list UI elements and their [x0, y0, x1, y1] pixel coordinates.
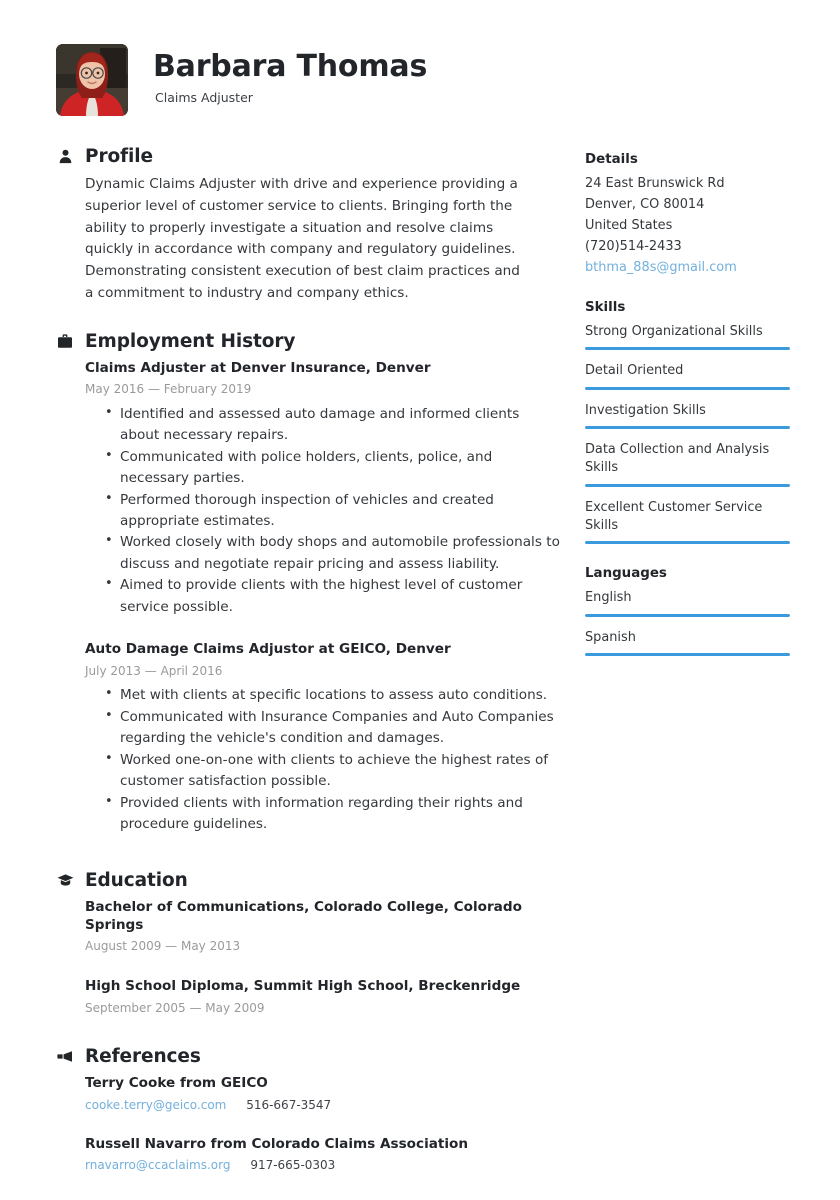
- detail-address-line2: Denver, CO 80014: [585, 197, 705, 213]
- skill-bar-track: [585, 484, 790, 487]
- job-title: Claims Adjuster: [155, 89, 253, 105]
- section-education: [56, 870, 561, 1017]
- skill-item: [585, 439, 790, 487]
- references-heading: [56, 1046, 561, 1067]
- education-title: Education: [85, 869, 188, 891]
- reference-name: Russell Navarro from Colorado Claims Association: [85, 1135, 469, 1152]
- entry-bullets: [85, 404, 561, 619]
- details-title: Details: [585, 152, 638, 167]
- body-columns: [0, 116, 840, 1200]
- reference-entry: [56, 1074, 561, 1113]
- skill-bar-track: [585, 347, 790, 350]
- skill-bar-fill: [585, 541, 790, 544]
- list-item: • Performed thorough inspection of vehicles and created appropriate estimates.: [103, 490, 561, 533]
- name-block: [153, 51, 427, 109]
- entry-bullets: [85, 685, 561, 835]
- entry-title: Bachelor of Communications, Colorado College, Colorado Springs: [85, 898, 522, 934]
- education-heading: [56, 870, 561, 891]
- language-label: Spanish: [585, 629, 636, 645]
- language-bar-fill: [585, 653, 790, 656]
- language-item: [585, 627, 790, 656]
- section-employment: [56, 331, 561, 836]
- briefcase-icon: [56, 332, 74, 350]
- sidebar-section-languages: [585, 566, 790, 656]
- skill-item: [585, 400, 790, 429]
- list-item: • Communicated with police holders, clients, police, and necessary parties.: [103, 447, 561, 490]
- skill-bar-track: [585, 426, 790, 429]
- resume-header: [0, 0, 840, 116]
- education-entry: [56, 898, 561, 955]
- graduation-cap-icon: [56, 871, 74, 889]
- portrait-photo-icon: [56, 44, 128, 116]
- entry-title: High School Diploma, Summit High School, Breckenridge: [85, 978, 521, 995]
- sidebar-section-details: [585, 152, 790, 278]
- language-bar-track: [585, 653, 790, 656]
- section-references: [56, 1046, 561, 1173]
- reference-email[interactable]: cooke.terry@geico.com: [85, 1097, 227, 1112]
- person-icon: [56, 148, 74, 166]
- sidebar-section-skills: [585, 300, 790, 544]
- profile-title: Profile: [85, 146, 153, 167]
- sidebar: [585, 146, 790, 678]
- reference-phone: 516-667-3547: [246, 1097, 332, 1112]
- main-column: [56, 146, 561, 1200]
- skill-bar-fill: [585, 347, 790, 350]
- detail-email[interactable]: bthma_88s@gmail.com: [585, 260, 737, 276]
- detail-country: United States: [585, 218, 673, 234]
- reference-entry: [56, 1135, 561, 1174]
- skill-label: Detail Oriented: [585, 363, 684, 379]
- employment-heading: [56, 331, 561, 352]
- skill-item: [585, 321, 790, 350]
- skill-label: Investigation Skills: [585, 402, 706, 418]
- profile-heading: [56, 146, 561, 167]
- detail-address-line1: 24 East Brunswick Rd: [585, 176, 725, 191]
- employment-entry: [56, 359, 561, 619]
- skill-bar-fill: [585, 387, 790, 390]
- education-entry: [56, 977, 561, 1016]
- detail-phone: (720)514-2433: [585, 239, 682, 255]
- skill-item: [585, 497, 790, 545]
- language-bar-track: [585, 614, 790, 617]
- list-item: • Worked closely with body shops and automobile professionals to discuss and negotiate repair pricing and assess liability.: [103, 532, 561, 575]
- entry-title: Auto Damage Claims Adjustor at GEICO, Denver: [85, 641, 451, 658]
- skills-title: Skills: [585, 300, 626, 316]
- employment-entry: [56, 640, 561, 835]
- entry-date: May 2016 — February 2019: [85, 381, 252, 396]
- page-title: Barbara Thomas: [153, 49, 428, 85]
- list-item: • Communicated with Insurance Companies and Auto Companies regarding the vehicle's condition and damages.: [103, 707, 561, 750]
- skill-item: [585, 360, 790, 389]
- skill-label: Excellent Customer Service Skills: [585, 499, 763, 534]
- reference-name: Terry Cooke from GEICO: [85, 1075, 268, 1092]
- skill-bar-track: [585, 387, 790, 390]
- skill-bar-fill: [585, 484, 790, 487]
- references-title: References: [85, 1046, 201, 1068]
- skill-label: Data Collection and Analysis Skills: [585, 442, 770, 476]
- reference-email[interactable]: rnavarro@ccaclaims.org: [85, 1157, 231, 1172]
- entry-date: September 2005 — May 2009: [85, 1000, 265, 1015]
- profile-text: Dynamic Claims Adjuster with drive and experience providing a superior level of customer service to clients. Bringing forth the ability to properly investigate a situation and resolve claims quickly in accordance with company and regulatory guidelines. Demonstrating consistent execution of best claim practices and a commitment to industry and company ethics.: [85, 176, 520, 301]
- list-item: • Met with clients at specific locations to assess auto conditions.: [103, 685, 561, 706]
- reference-phone: 917-665-0303: [250, 1157, 336, 1172]
- skill-bar-fill: [585, 426, 790, 429]
- language-item: [585, 587, 790, 616]
- list-item: • Aimed to provide clients with the highest level of customer service possible.: [103, 575, 561, 618]
- language-label: English: [585, 590, 632, 606]
- entry-title: Claims Adjuster at Denver Insurance, Denver: [85, 359, 431, 376]
- list-item: • Identified and assessed auto damage and informed clients about necessary repairs.: [103, 404, 561, 447]
- entry-date: August 2009 — May 2013: [85, 939, 241, 954]
- avatar: [56, 44, 128, 116]
- languages-title: Languages: [585, 566, 667, 582]
- skill-label: Strong Organizational Skills: [585, 324, 763, 340]
- entry-date: July 2013 — April 2016: [85, 663, 223, 678]
- employment-title: Employment History: [85, 330, 296, 352]
- skill-bar-track: [585, 541, 790, 544]
- reference-contact: [85, 1157, 561, 1174]
- megaphone-icon: [56, 1048, 74, 1066]
- language-bar-fill: [585, 614, 790, 617]
- section-profile: [56, 146, 561, 305]
- list-item: • Provided clients with information regarding their rights and procedure guidelines.: [103, 793, 561, 836]
- reference-contact: [85, 1097, 561, 1114]
- list-item: • Worked one-on-one with clients to achieve the highest rates of customer satisfaction possible.: [103, 750, 561, 793]
